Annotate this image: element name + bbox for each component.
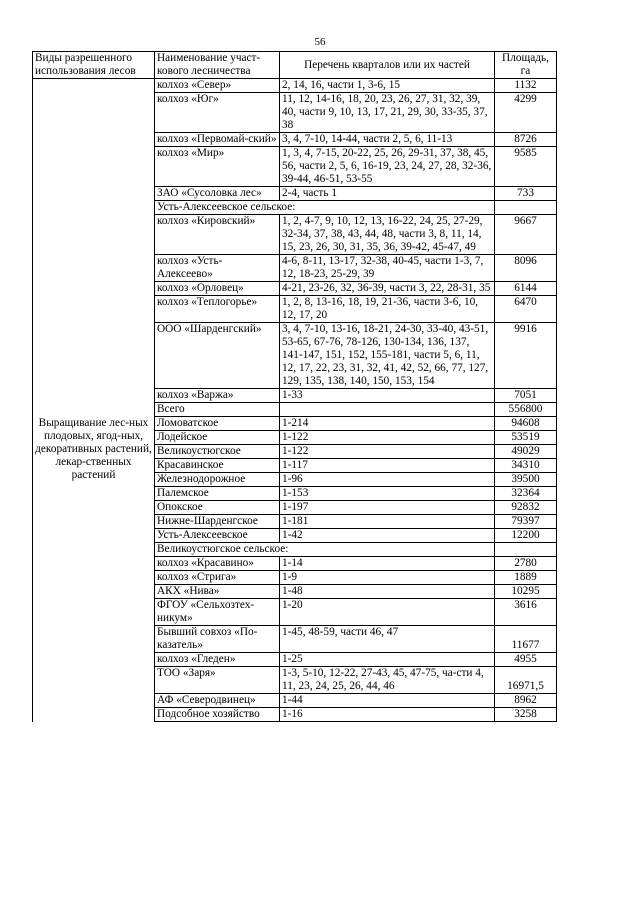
area-value: 7051 xyxy=(495,389,557,403)
area-value: 6144 xyxy=(495,282,557,296)
forestry-name: ООО «Шарденгский» xyxy=(155,323,280,389)
section-area-cell xyxy=(495,543,557,557)
use-type-cell xyxy=(33,187,155,201)
use-type-cell xyxy=(33,694,155,708)
use-type-cell xyxy=(33,599,155,626)
quarters-list: 3, 4, 7-10, 13-16, 18-21, 24-30, 33-40, 43-51, 53-65, 67-76, 78-126, 130-134, 136, 137, 141-147, 151, 152, 155-181, части 5, 6, 11, 12, 17, 22, 23, 31, 32, 41, 42, 52, 66, 77, 127, 129, 135, 138, 140, 150, 153, 154 xyxy=(280,323,495,389)
forestry-name: колхоз «Теплогорье» xyxy=(155,296,280,323)
area-value: 9667 xyxy=(495,215,557,255)
forestry-name: Бывший совхоз «По-казатель» xyxy=(155,626,280,653)
quarters-list: 1-9 xyxy=(280,571,495,585)
use-type-cell xyxy=(33,571,155,585)
area-value: 9585 xyxy=(495,147,557,187)
table-row xyxy=(33,93,557,133)
use-type-cell xyxy=(33,255,155,282)
quarters-list: 1-48 xyxy=(280,585,495,599)
use-type-cell xyxy=(33,201,155,215)
use-type-cell xyxy=(33,296,155,323)
area-value: 3616 xyxy=(495,599,557,626)
quarters-list: 1-153 xyxy=(280,487,495,501)
area-value: 8962 xyxy=(495,694,557,708)
quarters-list: 1-96 xyxy=(280,473,495,487)
table-row xyxy=(33,694,557,708)
quarters-list: 1-20 xyxy=(280,599,495,626)
table-row xyxy=(33,79,557,93)
area-value: 8726 xyxy=(495,133,557,147)
total-quarters-cell xyxy=(280,403,495,417)
area-value: 34310 xyxy=(495,459,557,473)
forestry-name: АФ «Северодвинец» xyxy=(155,694,280,708)
forestry-name: колхоз «Первомай-ский» xyxy=(155,133,280,147)
quarters-list: 1-181 xyxy=(280,515,495,529)
use-type-cell xyxy=(33,626,155,653)
area-value: 3258 xyxy=(495,708,557,722)
area-value: 1132 xyxy=(495,79,557,93)
forestry-name: Усть-Алексеевское xyxy=(155,529,280,543)
forestry-name: Красавинское xyxy=(155,459,280,473)
table-row xyxy=(33,187,557,201)
table-row xyxy=(33,255,557,282)
section-title: Усть-Алексеевское сельское: xyxy=(155,201,495,215)
quarters-list: 1-42 xyxy=(280,529,495,543)
forestry-name: Ломоватское xyxy=(155,417,280,431)
use-type-cell xyxy=(33,147,155,187)
table-row xyxy=(33,215,557,255)
quarters-list: 1-33 xyxy=(280,389,495,403)
use-type-cell xyxy=(33,133,155,147)
area-value: 1889 xyxy=(495,571,557,585)
area-value: 39500 xyxy=(495,473,557,487)
area-value: 4955 xyxy=(495,653,557,667)
table-row xyxy=(33,653,557,667)
table-row xyxy=(33,323,557,389)
forestry-name: Железнодорожное xyxy=(155,473,280,487)
area-value: 49029 xyxy=(495,445,557,459)
header-area: Площадь, га xyxy=(495,52,557,79)
quarters-list: 1, 2, 8, 13-16, 18, 19, 21-36, части 3-6, 10, 12, 17, 20 xyxy=(280,296,495,323)
area-value: 32364 xyxy=(495,487,557,501)
forestry-name: ТОО «Заря» xyxy=(155,667,280,694)
use-type-cell xyxy=(33,653,155,667)
use-type-cell xyxy=(33,708,155,722)
table-row xyxy=(33,708,557,722)
forestry-name: ЗАО «Сусоловка лес» xyxy=(155,187,280,201)
quarters-list: 1-197 xyxy=(280,501,495,515)
forestry-name: колхоз «Кировский» xyxy=(155,215,280,255)
use-type-label: Выращивание лес-ных плодовых, ягод-ных, декоративных растений, лекар-ственных растений xyxy=(33,417,155,543)
section-row xyxy=(33,201,557,215)
table-row xyxy=(33,571,557,585)
area-value: 4299 xyxy=(495,93,557,133)
quarters-list: 3, 4, 7-10, 14-44, части 2, 5, 6, 11-13 xyxy=(280,133,495,147)
forestry-name: Нижне-Шарденгское xyxy=(155,515,280,529)
forest-use-table xyxy=(32,51,557,722)
quarters-list: 1-214 xyxy=(280,417,495,431)
total-area: 556800 xyxy=(495,403,557,417)
use-type-cell xyxy=(33,282,155,296)
table-row xyxy=(33,133,557,147)
quarters-list: 4-6, 8-11, 13-17, 32-38, 40-45, части 1-3, 7, 12, 18-23, 25-29, 39 xyxy=(280,255,495,282)
forestry-name: колхоз «Усть-Алексеево» xyxy=(155,255,280,282)
table-row xyxy=(33,585,557,599)
quarters-list: 2-4, часть 1 xyxy=(280,187,495,201)
use-type-cell xyxy=(33,557,155,571)
table-header-row xyxy=(33,52,557,79)
area-value: 11677 xyxy=(495,626,557,653)
forestry-name: Великоустюгское xyxy=(155,445,280,459)
area-value: 12200 xyxy=(495,529,557,543)
table-row xyxy=(33,296,557,323)
use-type-cell xyxy=(33,323,155,389)
forestry-name: колхоз «Гледен» xyxy=(155,653,280,667)
table-row xyxy=(33,667,557,694)
area-value: 16971,5 xyxy=(495,667,557,694)
area-value: 94608 xyxy=(495,417,557,431)
forestry-name: колхоз «Север» xyxy=(155,79,280,93)
use-type-cell xyxy=(33,585,155,599)
forestry-name: колхоз «Мир» xyxy=(155,147,280,187)
quarters-list: 1-117 xyxy=(280,459,495,473)
quarters-list: 4-21, 23-26, 32, 36-39, части 3, 22, 28-31, 35 xyxy=(280,282,495,296)
use-type-cell xyxy=(33,93,155,133)
quarters-list: 2, 14, 16, части 1, 3-6, 15 xyxy=(280,79,495,93)
quarters-list: 1-122 xyxy=(280,445,495,459)
table-row xyxy=(33,599,557,626)
use-type-cell xyxy=(33,543,155,557)
quarters-list: 1, 2, 4-7, 9, 10, 12, 13, 16-22, 24, 25, 27-29, 32-34, 37, 38, 43, 44, 48, части 3, 8, 11, 14, 15, 23, 26, 30, 31, 35, 36, 39-42, 45-47, 49 xyxy=(280,215,495,255)
area-value: 92832 xyxy=(495,501,557,515)
quarters-list: 1-16 xyxy=(280,708,495,722)
forestry-name: колхоз «Орловец» xyxy=(155,282,280,296)
table-row xyxy=(33,626,557,653)
forestry-name: АКХ «Нива» xyxy=(155,585,280,599)
area-value: 733 xyxy=(495,187,557,201)
area-value: 79397 xyxy=(495,515,557,529)
quarters-list: 1-3, 5-10, 12-22, 27-43, 45, 47-75, ча-сти 4, 11, 23, 24, 25, 26, 44, 46 xyxy=(280,667,495,694)
quarters-list: 1, 3, 4, 7-15, 20-22, 25, 26, 29-31, 37, 38, 45, 56, части 2, 5, 6, 16-19, 23, 24, 27, 28, 32-36, 39-44, 46-51, 53-55 xyxy=(280,147,495,187)
forestry-name: Лодейское xyxy=(155,431,280,445)
area-value: 53519 xyxy=(495,431,557,445)
quarters-list: 1-122 xyxy=(280,431,495,445)
header-quarters: Перечень кварталов или их частей xyxy=(280,52,495,79)
forestry-name: колхоз «Стрига» xyxy=(155,571,280,585)
forestry-name: ФГОУ «Сельхозтех-никум» xyxy=(155,599,280,626)
use-type-cell xyxy=(33,403,155,417)
use-type-cell xyxy=(33,215,155,255)
table-row xyxy=(33,417,557,431)
section-area-cell xyxy=(495,201,557,215)
page-number: 56 xyxy=(314,36,326,48)
forestry-name: колхоз «Варжа» xyxy=(155,389,280,403)
table-row xyxy=(33,389,557,403)
section-row xyxy=(33,543,557,557)
quarters-list: 11, 12, 14-16, 18, 20, 23, 26, 27, 31, 32, 39, 40, части 9, 10, 13, 17, 21, 29, 30, 33-35, 37, 38 xyxy=(280,93,495,133)
table-row xyxy=(33,557,557,571)
area-value: 10295 xyxy=(495,585,557,599)
quarters-list: 1-25 xyxy=(280,653,495,667)
forestry-name: Опокское xyxy=(155,501,280,515)
quarters-list: 1-14 xyxy=(280,557,495,571)
use-type-cell xyxy=(33,79,155,93)
total-label: Всего xyxy=(155,403,280,417)
header-use-type: Виды разрешенного использования лесов xyxy=(33,52,155,79)
area-value: 2780 xyxy=(495,557,557,571)
forestry-name: колхоз «Красавино» xyxy=(155,557,280,571)
section-title: Великоустюгское сельское: xyxy=(155,543,495,557)
table-row xyxy=(33,147,557,187)
table-row xyxy=(33,282,557,296)
forestry-name: Подсобное хозяйство xyxy=(155,708,280,722)
forestry-name: Палемское xyxy=(155,487,280,501)
quarters-list: 1-45, 48-59, части 46, 47 xyxy=(280,626,495,653)
area-value: 6470 xyxy=(495,296,557,323)
use-type-cell xyxy=(33,389,155,403)
area-value: 9916 xyxy=(495,323,557,389)
use-type-cell xyxy=(33,667,155,694)
quarters-list: 1-44 xyxy=(280,694,495,708)
area-value: 8096 xyxy=(495,255,557,282)
header-forestry-name: Наименование участ-кового лесничества xyxy=(155,52,280,79)
forestry-name: колхоз «Юг» xyxy=(155,93,280,133)
total-row xyxy=(33,403,557,417)
